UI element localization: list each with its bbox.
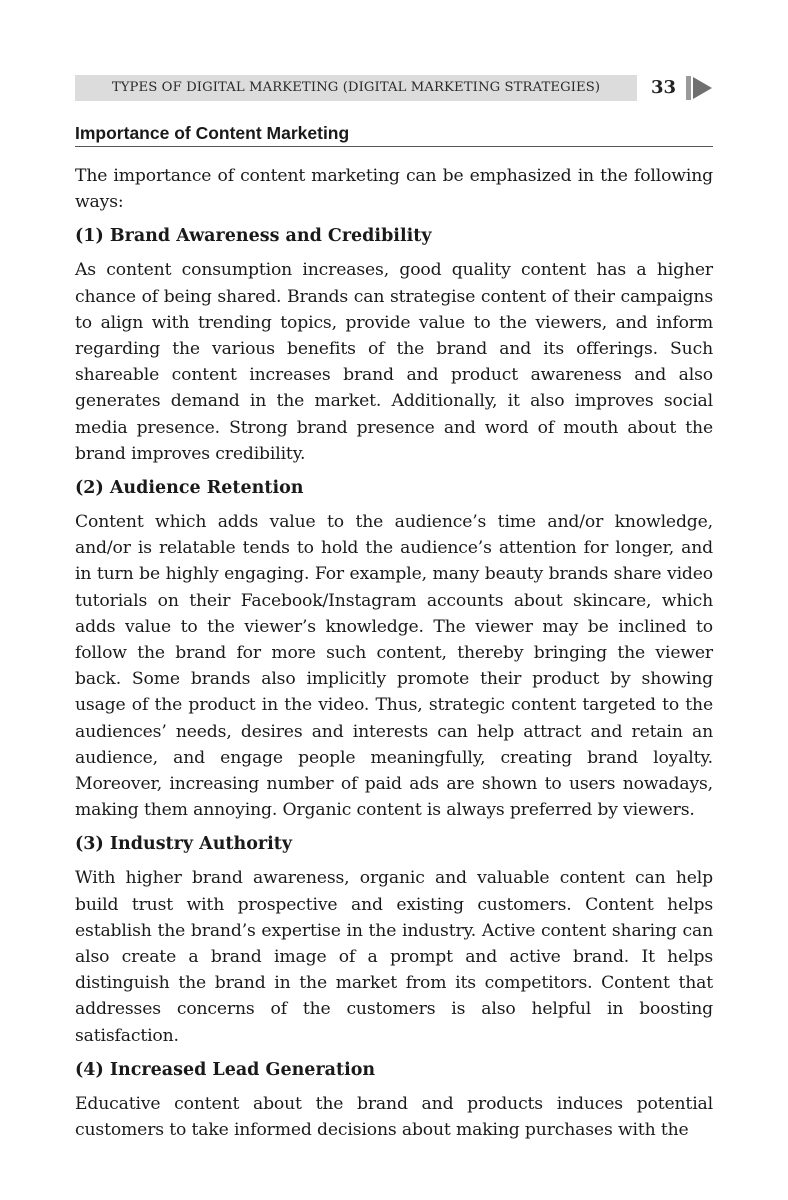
subheading-brand-awareness: (1) Brand Awareness and Credibility xyxy=(75,226,432,247)
page-number: 33 xyxy=(651,77,677,98)
running-header xyxy=(75,75,713,101)
page-arrow-icon xyxy=(693,77,712,99)
paragraph-lead-generation: Educative content about the brand and products induces potential customers to take informed decisions about making purchases with the xyxy=(75,1093,713,1141)
subheading-industry-authority: (3) Industry Authority xyxy=(75,834,293,855)
paragraph-brand-awareness: As content consumption increases, good quality content has a higher chance of being shared. Brands can strategise content of their campaigns to align with trending topics, provide value to the viewers, and inform regarding the various benefits of the brand and its offerings. Such shareable content increases brand and product awareness and also generates demand in the market. Additionally, it also improves social media presence. Strong brand presence and word of mouth about the brand improves credibility. xyxy=(75,260,713,464)
paragraph-audience-retention: Content which adds value to the audience’s time and/or knowledge, and/or is relatable tends to hold the audience’s attention for longer, and in turn be highly engaging. For example, many beauty brands share video tutorials on their Facebook/Instagram accounts about skincare, which adds value to the viewer’s knowledge. The viewer may be inclined to follow the brand for more such content, thereby bringing the viewer back. Some brands also implicitly promote their product by showing usage of the product in the video. Thus, strategic content targeted to the audiences’ needs, desires and interests can help attract and retain an audience, and engage people meaningfully, creating brand loyalty. Moreover, increasing number of paid ads are shown to users nowadays, making them annoying. Organic content is always preferred by viewers. xyxy=(75,512,713,821)
intro-paragraph: The importance of content marketing can be emphasized in the following ways: xyxy=(75,166,713,213)
page-marker-bar xyxy=(686,76,691,100)
book-page xyxy=(75,75,713,1143)
subheading-audience-retention: (2) Audience Retention xyxy=(75,478,304,499)
subheading-lead-generation: (4) Increased Lead Generation xyxy=(75,1059,376,1080)
section-title: Importance of Content Marketing xyxy=(75,122,713,147)
paragraph-industry-authority: With higher brand awareness, organic and valuable content can help build trust with prospective and existing customers. Content helps establish the brand’s expertise in the industry. Active content sharing can also create a brand image of a prompt and active brand. It helps distinguish the brand in the market from its competitors. Content that addresses concerns of the customers is also helpful in boosting satisfaction. xyxy=(75,868,713,1046)
running-title: TYPES OF DIGITAL MARKETING (DIGITAL MARKETING STRATEGIES) xyxy=(75,75,637,101)
